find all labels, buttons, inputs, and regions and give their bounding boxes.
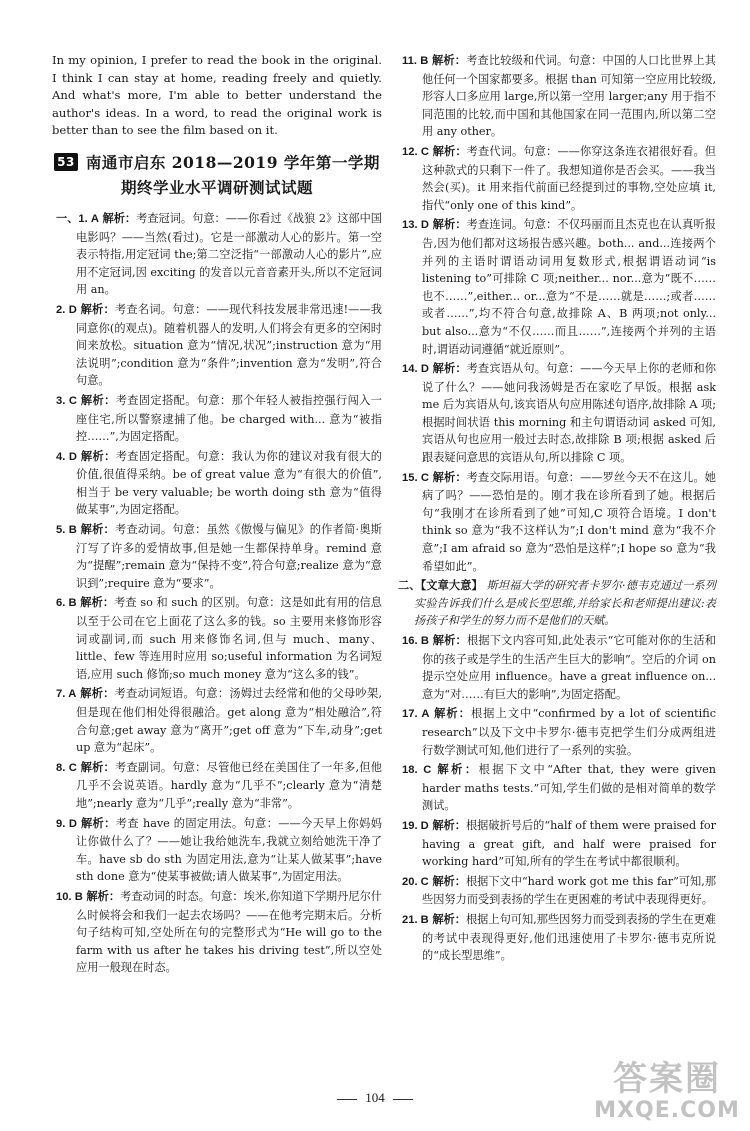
answer-text: 解析：考查动词。句意：虽然《傲慢与偏见》的作者简·奥斯汀写了许多的爱情故事,但是她一生都保持单身。remind 意为“提醒”;remain 意为“保持不变”,符合句意;realize 意为“意识到”;require 意为“要求”。 <box>76 522 382 590</box>
answer-item <box>398 360 716 467</box>
analysis-label: 解析： <box>80 815 116 830</box>
answer-text: 解析：考查宾语从句。句意：——今天早上你的老师和你说了什么？——她问我汤姆是否在家吃了早饭。根据 ask me 后为宾语从句,该宾语从句应用陈述句语序,故排除 A 项;根据时间状语 this morning 和主句谓语动词 asked 可知,宾语从句也应用一般过去时态,故排除 B 项;根据 asked 后跟表疑问意思的宾语从句,所以排除 C 项。 <box>422 361 716 465</box>
site-watermark-logo <box>592 1051 742 1125</box>
answer-number: 21. B <box>402 913 429 926</box>
section-summary-tag: 二、【文章大意】 <box>398 578 483 593</box>
answer-item <box>52 210 382 299</box>
answer-number: 16. B <box>402 635 429 647</box>
analysis-label: 解析： <box>437 762 479 777</box>
answer-item <box>398 469 716 576</box>
analysis-label: 解析： <box>432 817 466 832</box>
analysis-label: 解析： <box>432 143 467 158</box>
analysis-label: 解析： <box>432 361 467 376</box>
watermark-bottom-text: MXQE.COM <box>594 1098 740 1123</box>
answer-text: 解析：考查名词。句意：——现代科技发展非常迅速!——我同意你(的观点)。随着机器人的发明,人们将会有更多的空闲时间来放松。situation 意为“情况,状况”;instruction 意为“用法说明”;condition 意为“条件”;invention 意为“发明”,符合句意。 <box>76 301 382 388</box>
answer-number: 8. C <box>56 761 77 774</box>
answer-number: 3. C <box>56 394 77 407</box>
answer-text: 解析：根据下文内容可知,此处表示“它可能对你的生活和你的孩子或是学生的生活产生巨大的影响”。空后的介词 on 提示空处应用 influence。have a great influence on... 意为“对……有巨大的影响”,为固定搭配。 <box>422 633 716 701</box>
answer-item <box>398 705 716 759</box>
analysis-label: 解析： <box>80 301 115 316</box>
analysis-label: 解析： <box>432 633 467 647</box>
analysis-label: 解析： <box>80 759 115 774</box>
answer-text: 解析：考查固定搭配。句意：那个年轻人被指控强行闯入一座住宅,所以警察逮捕了他。be charged with... 意为“被指控……”,为固定搭配。 <box>76 392 382 444</box>
answer-item <box>52 521 382 592</box>
answer-number: 一、1. A <box>56 212 99 225</box>
answer-item <box>52 392 382 446</box>
page-number-text: 104 <box>365 1090 385 1105</box>
analysis-label: 解析： <box>80 595 115 610</box>
analysis-label: 解析： <box>102 210 137 225</box>
answer-item <box>398 216 716 358</box>
answer-list-right-2 <box>398 632 716 965</box>
title-line-1 <box>52 150 382 175</box>
answer-item <box>398 761 716 815</box>
answer-text: 解析：考查动词短语。句意：汤姆过去经常和他的父母吵架,但是现在他们相处得很融洽。get along 意为“相处融洽”,符合句意;get away 意为“离开”;get off 意为“下车,动身”;get up 意为“起床”。 <box>76 686 382 755</box>
answer-number: 9. D <box>56 817 77 830</box>
answer-item <box>398 911 716 965</box>
answer-number: 14. D <box>402 363 429 376</box>
answer-item <box>52 888 382 977</box>
watermark-top-text: 答案圈 <box>613 1059 721 1099</box>
answer-number: 13. D <box>402 219 429 232</box>
analysis-label: 解析： <box>432 469 467 484</box>
answer-item <box>398 632 716 703</box>
answer-text: 解析：考查连词。句意：不仅玛丽而且杰克也在认真听报告,因为他们都对这场报告感兴趣。both... and...连接两个并列的主语时谓语动词用复数形式,根据谓语动词“is listening to”可排除 C 项;neither... nor...意为“既不……也不……”,either... or...意为“不是……就是……;或者……或者……”,均不符合句意,故排除 A、B 两项;not only... but also...意为“不仅……而且……”,连接两个并列的主语时,谓语动词遵循“就近原则”。 <box>422 217 716 356</box>
section-badge: 53 <box>54 153 78 171</box>
answer-number: 18. C <box>402 764 432 777</box>
analysis-label: 解析： <box>432 53 467 67</box>
title-line-2 <box>52 175 382 200</box>
answer-number: 11. B <box>402 55 429 67</box>
answer-item <box>398 873 716 909</box>
answer-item <box>52 815 382 886</box>
answer-item <box>398 143 716 214</box>
left-column <box>52 52 382 979</box>
answer-text: 解析：根据下文中“hard work got me this far”可知,那些因努力而受到表扬的学生在更困难的考试中表现得更好。 <box>422 873 717 907</box>
title-text-1: 南通市启东 2018—2019 学年第一学期 <box>85 152 380 172</box>
answer-number: 6. B <box>56 597 77 610</box>
answer-text: 解析：考查动词的时态。句意：埃米,你知道下学期丹尼尔什么时候将会和我们一起去农场吗？——在他考完期末后。分析句子结构可知,空处所在句的完整形式为“He will go to the farm with us after he takes his driving test”,所以空处应用一般现在时态。 <box>76 888 382 975</box>
answer-item <box>52 685 382 756</box>
answer-item <box>398 817 716 871</box>
answer-text: 解析：考查代词。句意：——你穿这条连衣裙很好看。但这种款式的只剩下一件了。我想知道你是否会买。——我当然会(买)。it 用来指代前面已经提到过的事物,空处应填 it,指代“only one of this kind”。 <box>422 143 716 212</box>
answer-number: 5. B <box>56 524 77 537</box>
answer-number: 17. A <box>402 708 430 721</box>
analysis-label: 解析： <box>86 888 121 903</box>
section-summary <box>398 577 716 630</box>
essay-conclusion: In my opinion, I prefer to read the book in the original. I think I can stay at home, reading freely and quietly. And what's more, I'm able to better understand the author's ideas. In a word, to read the original work is better than to see the film based on it. <box>52 53 382 138</box>
title-text-2: 期终学业水平调研测试试题 <box>120 177 313 197</box>
answer-item <box>52 301 382 390</box>
right-column <box>398 52 716 967</box>
answer-text: 解析：考查冠词。句意：——你看过《战狼 2》这部中国电影吗？——当然(看过)。它是一部激动人心的影片。第一空表示特指,用定冠词 the;第二空泛指“一部激动人心的影片”,应用不定冠词,因 exciting 的发音以元音音素开头,所以不定冠词用 an。 <box>76 210 382 297</box>
answer-number: 12. C <box>402 145 429 158</box>
analysis-label: 解析： <box>80 522 115 537</box>
analysis-label: 解析： <box>432 911 466 926</box>
answer-number: 4. D <box>56 450 77 463</box>
answer-text: 解析：根据上文中“confirmed by a lot of scientific research”以及下文中卡罗尔·德韦克把学生们分成两组进行数学测试可知,他们进行了一系列的实验。 <box>422 706 716 757</box>
answer-text: 解析：根据下文中“After that, they were given harder maths tests.”可知,学生们做的是相对简单的数学测试。 <box>422 762 716 813</box>
answer-number: 2. D <box>56 303 77 316</box>
answer-item <box>52 759 382 813</box>
section-summary-text: 斯坦福大学的研究者卡罗尔·德韦克通过一系列实验告诉我们什么是成长型思维,并给家长和老师提出建议:表扬孩子和学生的努力而不是他们的天赋。 <box>414 579 716 628</box>
analysis-label: 解析： <box>80 448 116 463</box>
answer-text: 解析：考查固定搭配。句意：我认为你的建议对我有很大的价值,很值得采纳。be of great value 意为“有很大的价值”,相当于 be very valuable; be worth doing sth 意为“值得做某事”,为固定搭配。 <box>76 448 382 517</box>
answer-text: 解析：考查比较级和代词。句意：中国的人口比世界上其他任何一个国家都要多。根据 than 可知第一空应用比较级,形容人口多应用 large,所以第一空用 larger;any 用于指不同范围的比较,而中国和其他国家在同一范围内,所以第二空用 any other。 <box>422 53 716 139</box>
answer-text: 解析：根据上句可知,那些因努力而受到表扬的学生在更难的考试中表现得更好,他们迅速使用了卡罗尔·德韦克所说的“成长型思维”。 <box>422 911 716 963</box>
answer-number: 15. C <box>402 471 429 484</box>
answer-text: 解析：考查交际用语。句意：——罗丝今天不在这儿。她病了吗？——恐怕是的。刚才我在诊所看到了她。根据后句“我刚才在诊所看到了她”可知,C 项符合语境。I don't think so 意为“我不这样认为”;I don't mind 意为“我不介意”;I am afraid so 意为“恐怕是这样”;I hope so 意为“我希望如此”。 <box>422 469 716 573</box>
answer-number: 20. C <box>402 875 429 888</box>
exam-title <box>52 150 382 200</box>
analysis-label: 解析： <box>80 686 115 701</box>
answer-list-left <box>52 210 382 977</box>
analysis-label: 解析： <box>432 873 466 888</box>
analysis-label: 解析： <box>432 217 467 232</box>
answer-item <box>398 52 716 141</box>
answer-number: 7. A <box>56 688 77 701</box>
answer-number: 19. D <box>402 819 429 832</box>
answer-text: 解析：考查 have 的固定用法。句意：——今天早上你妈妈让你做什么了？——她让我给她洗车,我就立刻给她洗干净了车。have sb do sth 为固定用法,意为“让某人做某事”;have sth done 意为“使某事被做;请人做某事”,为固定用法。 <box>76 815 382 884</box>
answer-text: 解析：根据破折号后的“half of them were praised for having a great gift, and half were praised for working hard”可知,所有的学生在考试中都很顺利。 <box>422 817 716 869</box>
analysis-label: 解析： <box>434 706 471 721</box>
answer-list-right <box>398 52 716 575</box>
answer-number: 10. B <box>56 890 83 903</box>
answer-text: 解析：考查 so 和 such 的区别。句意：这是如此有用的信息以至于公司在它上面花了这么多的钱。so 主要用来修饰形容词或副词,而 such 用来修饰名词,但与 much、many、little、few 等连用时应用 so;useful information 为名词短语,应用 such 修饰;so much money 意为“这么多的钱”。 <box>76 595 382 681</box>
answer-item <box>52 594 382 683</box>
answer-item <box>52 448 382 519</box>
answer-text: 解析：考查副词。句意：尽管他已经在美国住了一年多,但他几乎不会说英语。hardly 意为“几乎不”;clearly 意为“清楚地”;nearly 意为“几乎”;really 意为“非常”。 <box>76 759 382 810</box>
analysis-label: 解析： <box>80 392 116 407</box>
